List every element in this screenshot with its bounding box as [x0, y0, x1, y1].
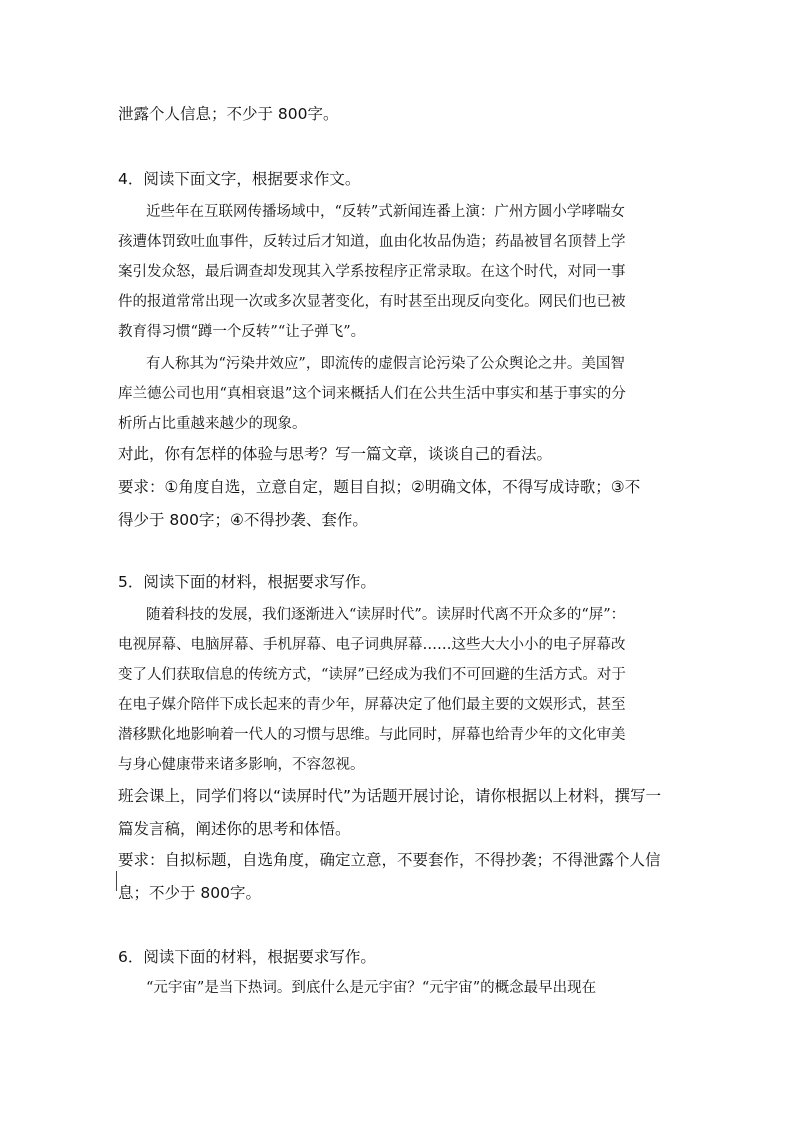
q4-material-line: 析所占比重越来越少的现象。 [118, 416, 307, 432]
q4-requirements-line: 得少于 800字；④不得抄袭、套作。 [118, 511, 368, 529]
q4-material-line: 教育得习惯“蹲一个反转”“让子弹飞”。 [118, 324, 366, 340]
q4-material-line: 库兰德公司也用“真相衰退”这个词来概括人们在公共生活中事实和基于事实的分 [118, 386, 626, 402]
q5-material-line: 与身心健康带来诸多影响，不容忽视。 [118, 757, 365, 773]
q4-material-line: 近些年在互联网传播场域中，“反转”式新闻连番上演：广州方圆小学哮喘女 [146, 204, 625, 220]
q4-requirements-line: 要求：①角度自选，立意自定，题目自拟；②明确文体，不得写成诗歌；③不 [118, 478, 641, 496]
q6-heading: 6．阅读下面的材料，根据要求写作。 [118, 948, 376, 966]
q5-prompt-line: 篇发言稿，阐述你的思考和体悟。 [118, 820, 351, 838]
q5-material-line: 潜移默化地影响着一代人的习惯与思维。与此同时，屏幕也给青少年的文化审美 [118, 727, 626, 743]
q5-material-line: 变了人们获取信息的传统方式，“读屏”已经成为我们不可回避的生活方式。对于 [118, 667, 626, 683]
q4-heading: 4．阅读下面文字，根据要求作文。 [118, 170, 361, 188]
q5-heading: 5．阅读下面的材料，根据要求写作。 [118, 573, 376, 591]
q4-material-line: 有人称其为“污染井效应”，即流传的虚假言论污染了公众舆论之井。美国智 [146, 356, 625, 372]
q5-prompt-line: 班会课上，同学们将以“读屏时代”为话题开展讨论，请你根据以上材料，撰写一 [118, 787, 662, 805]
q4-material-line: 件的报道常常出现一次或多次显著变化，有时甚至出现反向变化。网民们也已被 [118, 294, 626, 310]
intro-continuation: 泄露个人信息；不少于 800字。 [118, 105, 339, 123]
q4-prompt: 对此，你有怎样的体验与思考？写一篇文章，谈谈自己的看法。 [118, 445, 553, 463]
q5-material-line: 随着科技的发展，我们逐渐进入“读屏时代”。读屏时代离不开众多的“屏”： [146, 607, 626, 623]
q5-requirements-line: 要求：自拟标题，自选角度，确定立意，不要套作，不得抄袭；不得泄露个人信 [118, 851, 661, 869]
q6-material-line: “元宇宙”是当下热词。到底什么是元宇宙？“元宇宙”的概念最早出现在 [146, 980, 597, 996]
q5-material-line: 电视屏幕、电脑屏幕、手机屏幕、电子词典屏幕……这些大大小小的电子屏幕改 [118, 637, 626, 653]
q5-material-line: 在电子媒介陪伴下成长起来的青少年，屏幕决定了他们最主要的文娱形式，甚至 [118, 697, 626, 713]
q5-requirements-line: 息；不少于 800字。 [118, 884, 262, 902]
q4-material-line: 案引发众怒，最后调查却发现其入学系按程序正常录取。在这个时代，对同一事 [118, 264, 626, 280]
q4-material-line: 孩遭体罚致吐血事件，反转过后才知道，血由化妆品伪造；药晶被冒名顶替上学 [118, 234, 626, 250]
